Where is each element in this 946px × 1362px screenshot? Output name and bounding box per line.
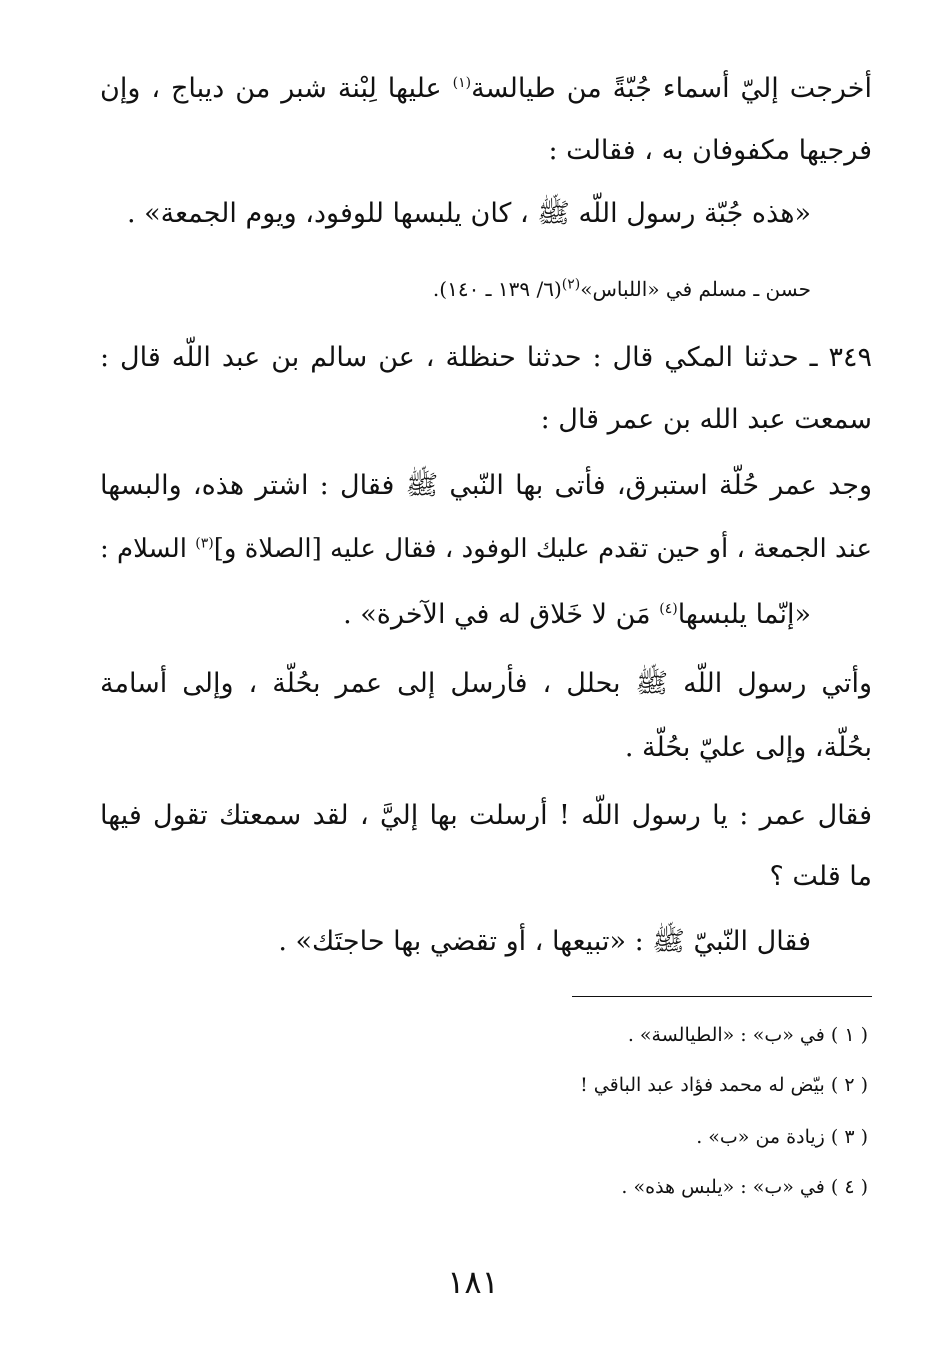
text-line: وجد عمر حُلّة استبرق، فأتى بها النّبي ﷺ فقال : اشتر هذه، والبسها [100, 470, 872, 501]
quote-line: فقال النّبيّ ﷺ : «تبيعها ، أو تقضي بها حاجتَك» . [278, 926, 811, 957]
text-line: وأتي رسول اللّه ﷺ بحلل ، فأرسل إلى عمر بحُلّة ، وإلى أسامة [100, 668, 872, 699]
footnote: ( ١ ) في «ب» : «الطيالسة» . [627, 1024, 868, 1046]
text-line: أخرجت إليّ أسماء جُبّةً من طيالسة$^{(١)}$ عليها لِبْنة شبر من ديباج ، وإن [100, 73, 872, 104]
text-line: بحُلّة، وإلى عليّ بحُلّة . [624, 732, 872, 763]
footnote: ( ٢ ) بيّض له محمد فؤاد عبد الباقي ! [580, 1074, 868, 1096]
text-line: ما قلت ؟ [769, 861, 872, 892]
text-line: فرجيها مكفوفان به ، فقالت : [548, 135, 872, 166]
page-number: ١٨١ [447, 1263, 499, 1301]
text-line: عند الجمعة ، أو حين تقدم عليك الوفود ، فقال عليه [الصلاة و]$^{(٣)}$ السلام : [100, 534, 872, 564]
footnote-ref: (١) [452, 75, 472, 91]
hadith-grading: حسن ـ مسلم في «اللباس»$^{(٢)}$(٦/ ١٣٩ ـ ١٤٠). [432, 276, 811, 301]
footnote-ref: (٤) [659, 601, 678, 617]
text-line: سمعت عبد الله بن عمر قال : [540, 404, 872, 435]
footnote-separator [572, 996, 872, 997]
footnote: ( ٣ ) زيادة من «ب» . [696, 1126, 868, 1148]
quote-line: «إنّما يلبسها$^{(٤)}$ مَن لا خَلاق له في الآخرة» . [343, 599, 811, 630]
footnote: ( ٤ ) في «ب» : «يلبس هذه» . [621, 1176, 868, 1198]
footnote-ref: (٣) [195, 535, 214, 552]
text-line: فقال عمر : يا رسول اللّه ! أرسلت بها إليَّ ، لقد سمعتك تقول فيها [100, 800, 872, 831]
quote-line: «هذه جُبّة رسول اللّه ﷺ ، كان يلبسها للوفود، ويوم الجمعة» . [126, 198, 811, 229]
footnote-ref: (٢) [561, 276, 581, 293]
hadith-heading: ٣٤٩ ـ حدثنا المكي قال : حدثنا حنظلة ، عن سالم بن عبد اللّه قال : [100, 342, 872, 373]
